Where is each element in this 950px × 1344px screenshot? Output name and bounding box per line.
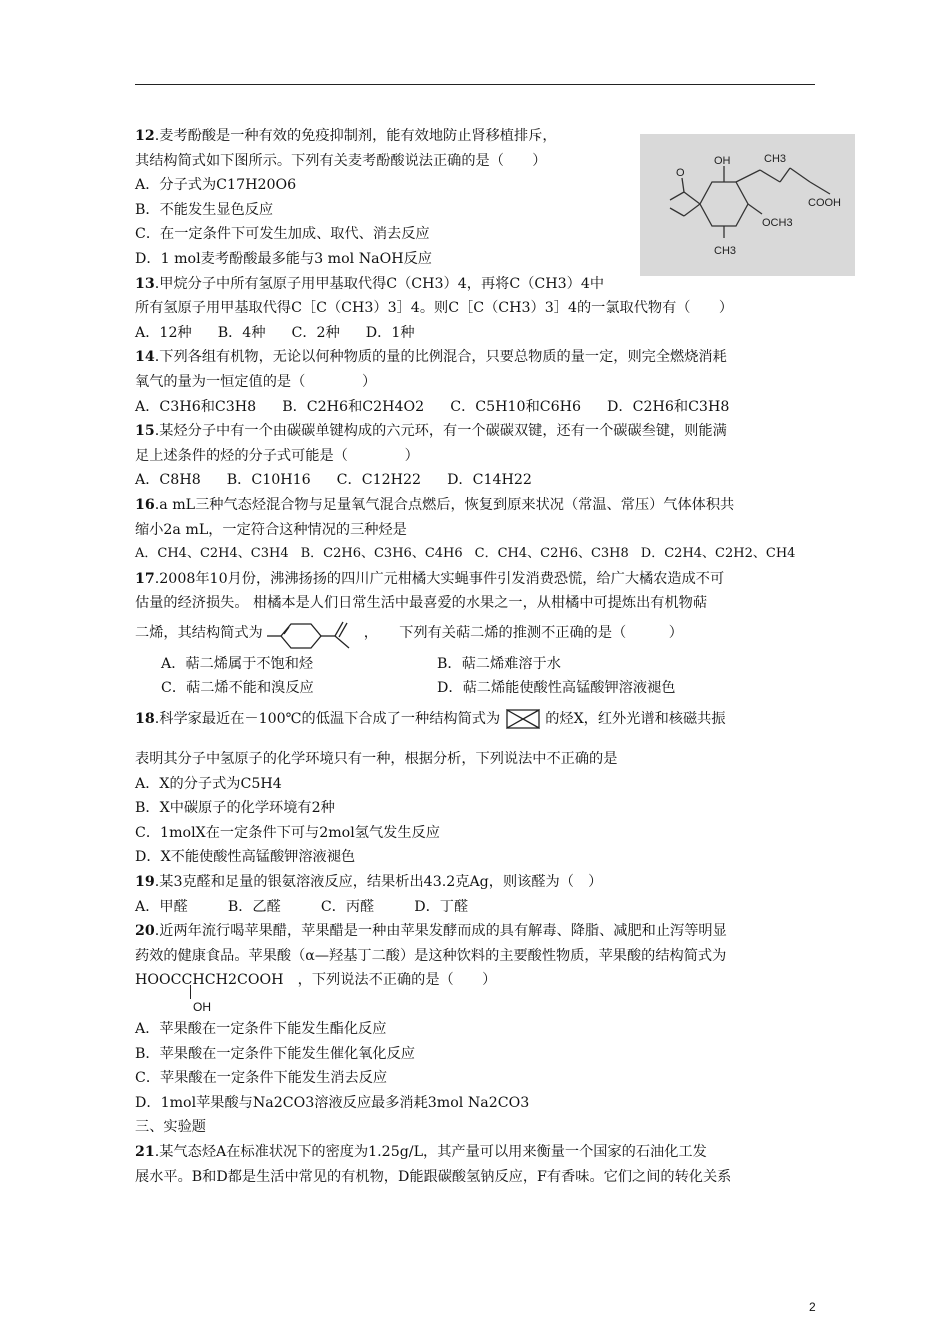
- q17-text3a: 二烯，其结构简式为: [135, 624, 263, 641]
- q16-number: 16: [135, 496, 155, 513]
- q17-line1: [135, 567, 815, 592]
- q20-oh-branch: [135, 993, 815, 1017]
- q18-number: 18: [135, 711, 155, 728]
- q12-option-d: D．1 mol麦考酚酸最多能与3 mol NaOH反应: [135, 250, 432, 267]
- q19-option-c: C．丙醛: [320, 898, 375, 915]
- q19-options: [135, 895, 815, 920]
- q20-line1: [135, 919, 815, 944]
- ch3-top-label: CH3: [764, 153, 787, 165]
- q16-option-b: B．C2H6、C3H6、C4H6: [300, 546, 463, 562]
- q14-number: 14: [135, 349, 155, 366]
- q15-number: 15: [135, 423, 155, 440]
- q20-option-a: A．苹果酸在一定条件下能发生酯化反应: [135, 1021, 387, 1037]
- q14-option-a: A．C3H6和C3H8: [135, 398, 257, 415]
- question-content: [135, 124, 815, 1189]
- q20-option-c: C．苹果酸在一定条件下能发生消去反应: [135, 1070, 388, 1087]
- q18-text1a: .科学家最近在－100℃的低温下合成了一种结构简式为: [154, 711, 501, 728]
- q12-option-b: B．不能发生显色反应: [135, 201, 274, 218]
- q16-line1: [135, 493, 815, 518]
- q14-option-b: B．C2H6和C2H4O2: [282, 398, 425, 415]
- q15-options: [135, 468, 815, 493]
- q18-option-c: C．1molX在一定条件下可与2mol氢气发生反应: [135, 824, 440, 841]
- q19-option-a: A．甲醛: [135, 898, 188, 915]
- q13-line1: [135, 272, 630, 297]
- q15-option-b: B．C10H16: [226, 472, 311, 489]
- header-rule: [135, 84, 815, 85]
- q13-option-c: C．2种: [291, 324, 340, 341]
- q21-number: 21: [135, 1143, 155, 1160]
- q14-options: [135, 395, 815, 420]
- q12-option-c: C．在一定条件下可发生加成、取代、消去反应: [135, 226, 430, 243]
- q15-line1: [135, 419, 815, 444]
- q18-option-a: A．X的分子式为C5H4: [135, 775, 282, 792]
- oh-label: OH: [714, 155, 731, 167]
- q13-option-b: B．4种: [217, 324, 266, 341]
- q21-line2: 展水平。B和D都是生活中常见的有机物，D能跟碳酸氢钠反应，F有香味。它们之间的转化关系: [135, 1168, 732, 1185]
- och3-label: OCH3: [762, 217, 793, 229]
- q13-option-a: A．12种: [135, 324, 192, 341]
- q20-option-b: B．苹果酸在一定条件下能发生催化氧化反应: [135, 1045, 415, 1062]
- q19-line1: [135, 870, 815, 895]
- q17-option-d: D．萜二烯能使酸性高锰酸钾溶液褪色: [437, 680, 676, 697]
- spiro-structure: [505, 708, 541, 730]
- q17-line3: [135, 616, 815, 652]
- q13-options: [135, 321, 815, 346]
- o-label: O: [676, 167, 685, 179]
- q21-line1: [135, 1140, 815, 1165]
- q18-option-b: B．X中碳原子的化学环境有2种: [135, 800, 335, 817]
- q20-line2: 药效的健康食品。苹果酸（α—羟基丁二酸）是这种饮料的主要酸性物质，苹果酸的结构简式为: [135, 947, 727, 964]
- q17-text1: .2008年10月份，沸沸扬扬的四川广元柑橘大实蝇事件引发消费恐慌，给广大橘农造成不可: [154, 570, 725, 587]
- q19-option-d: D．丁醛: [414, 898, 469, 915]
- q19-option-b: B．乙醛: [227, 898, 281, 915]
- q14-option-c: C．C5H10和C6H6: [450, 398, 582, 415]
- q18-line2: 表明其分子中氢原子的化学环境只有一种，根据分析，下列说法中不正确的是: [135, 751, 618, 768]
- page-number: 2: [809, 1300, 816, 1314]
- q19-text1: .某3克醛和足量的银氨溶液反应，结果析出43.2克Ag，则该醛为（ ）: [154, 874, 603, 891]
- q19-number: 19: [135, 874, 155, 891]
- ch3-bottom-label: CH3: [714, 245, 737, 257]
- q16-option-a: A．CH4、C2H4、C3H4: [135, 546, 289, 562]
- q13-number: 13: [135, 275, 155, 292]
- q16-option-d: D．C2H4、C2H2、CH4: [640, 546, 796, 562]
- q13-text1: .甲烷分子中所有氢原子用甲基取代得C（CH3）4，再将C（CH3）4中: [154, 275, 605, 292]
- q13-line2: 所有氢原子用甲基取代得C［C（CH3）3］4。则C［C（CH3）3］4的一氯取代物有（ ）: [135, 300, 734, 317]
- q20-oh-text: OH: [193, 1000, 211, 1014]
- q12-line2: 其结构简式如下图所示。下列有关麦考酚酸说法正确的是（ ）: [135, 152, 547, 169]
- cooh-label: COOH: [808, 197, 841, 209]
- q16-text1: .a mL三种气态烃混合物与足量氧气混合点燃后，恢复到原来状况（常温、常压）气体体积共: [154, 496, 735, 513]
- q14-line2: 氧气的量为一恒定值的是（ ）: [135, 373, 377, 390]
- q17-number: 17: [135, 570, 155, 587]
- q17-options-row2: [135, 676, 815, 701]
- q18-option-d: D．X不能使酸性高锰酸钾溶液褪色: [135, 849, 356, 866]
- q15-option-c: C．C12H22: [336, 472, 422, 489]
- q14-text1: .下列各组有机物，无论以何种物质的量的比例混合，只要总物质的量一定，则完全燃烧消耗: [154, 349, 727, 366]
- q17-option-b: B．萜二烯难溶于水: [437, 655, 561, 672]
- q15-option-d: D．C14H22: [447, 472, 532, 489]
- q16-options: [135, 542, 815, 567]
- q15-text1: .某烃分子中有一个由碳碳单键构成的六元环，有一个碳碳双键，还有一个碳碳叁键，则能满: [154, 423, 727, 440]
- q17-option-c: C．萜二烯不能和溴反应: [161, 680, 314, 697]
- q17-options-row1: [135, 652, 815, 677]
- branch-bond: [190, 985, 191, 999]
- terpinene-structure: [267, 616, 359, 650]
- q16-option-c: C．CH4、C2H6、C3H8: [474, 546, 629, 562]
- q12-number: 12: [135, 128, 155, 144]
- q12-option-a: A．分子式为C17H20O6: [135, 177, 297, 194]
- q18-text1b: 的烃X，红外光谱和核磁共振: [545, 711, 726, 728]
- q20-line3: HOOCCHCH2COOH ，下列说法不正确的是（ ）: [135, 972, 497, 989]
- q14-line1: [135, 345, 815, 370]
- q17-text3b: ， 下列有关萜二烯的推测不正确的是（ ）: [363, 624, 683, 641]
- q12-line1: [135, 124, 630, 149]
- q14-option-d: D．C2H6和C3H8: [607, 398, 730, 415]
- q15-option-a: A．C8H8: [135, 472, 201, 489]
- q21-text1: .某气态烃A在标准状况下的密度为1.25g/L，其产量可以用来衡量一个国家的石油化工发: [154, 1143, 707, 1160]
- q20-option-d: D．1mol苹果酸与Na2CO3溶液反应最多消耗3mol Na2CO3: [135, 1094, 530, 1111]
- q13-option-d: D．1种: [365, 324, 415, 341]
- q20-number: 20: [135, 923, 155, 940]
- q20-text1: .近两年流行喝苹果醋，苹果醋是一种由苹果发酵而成的具有解毒、降脂、减肥和止泻等明显: [154, 923, 727, 940]
- q17-option-a: A．萜二烯属于不饱和烃: [161, 655, 314, 672]
- section-heading: 三、实验题: [135, 1119, 206, 1136]
- q15-line2: 足上述条件的烃的分子式可能是（ ）: [135, 447, 419, 464]
- q18-line1: [135, 701, 815, 747]
- q16-line2: 缩小2a mL，一定符合这种情况的三种烃是: [135, 521, 407, 538]
- q17-line2: 估量的经济损失。 柑橘本是人们日常生活中最喜爱的水果之一，从柑橘中可提炼出有机物萜: [135, 595, 708, 612]
- q12-text1: .麦考酚酸是一种有效的免疫抑制剂，能有效地防止肾移植排斥，: [154, 128, 557, 144]
